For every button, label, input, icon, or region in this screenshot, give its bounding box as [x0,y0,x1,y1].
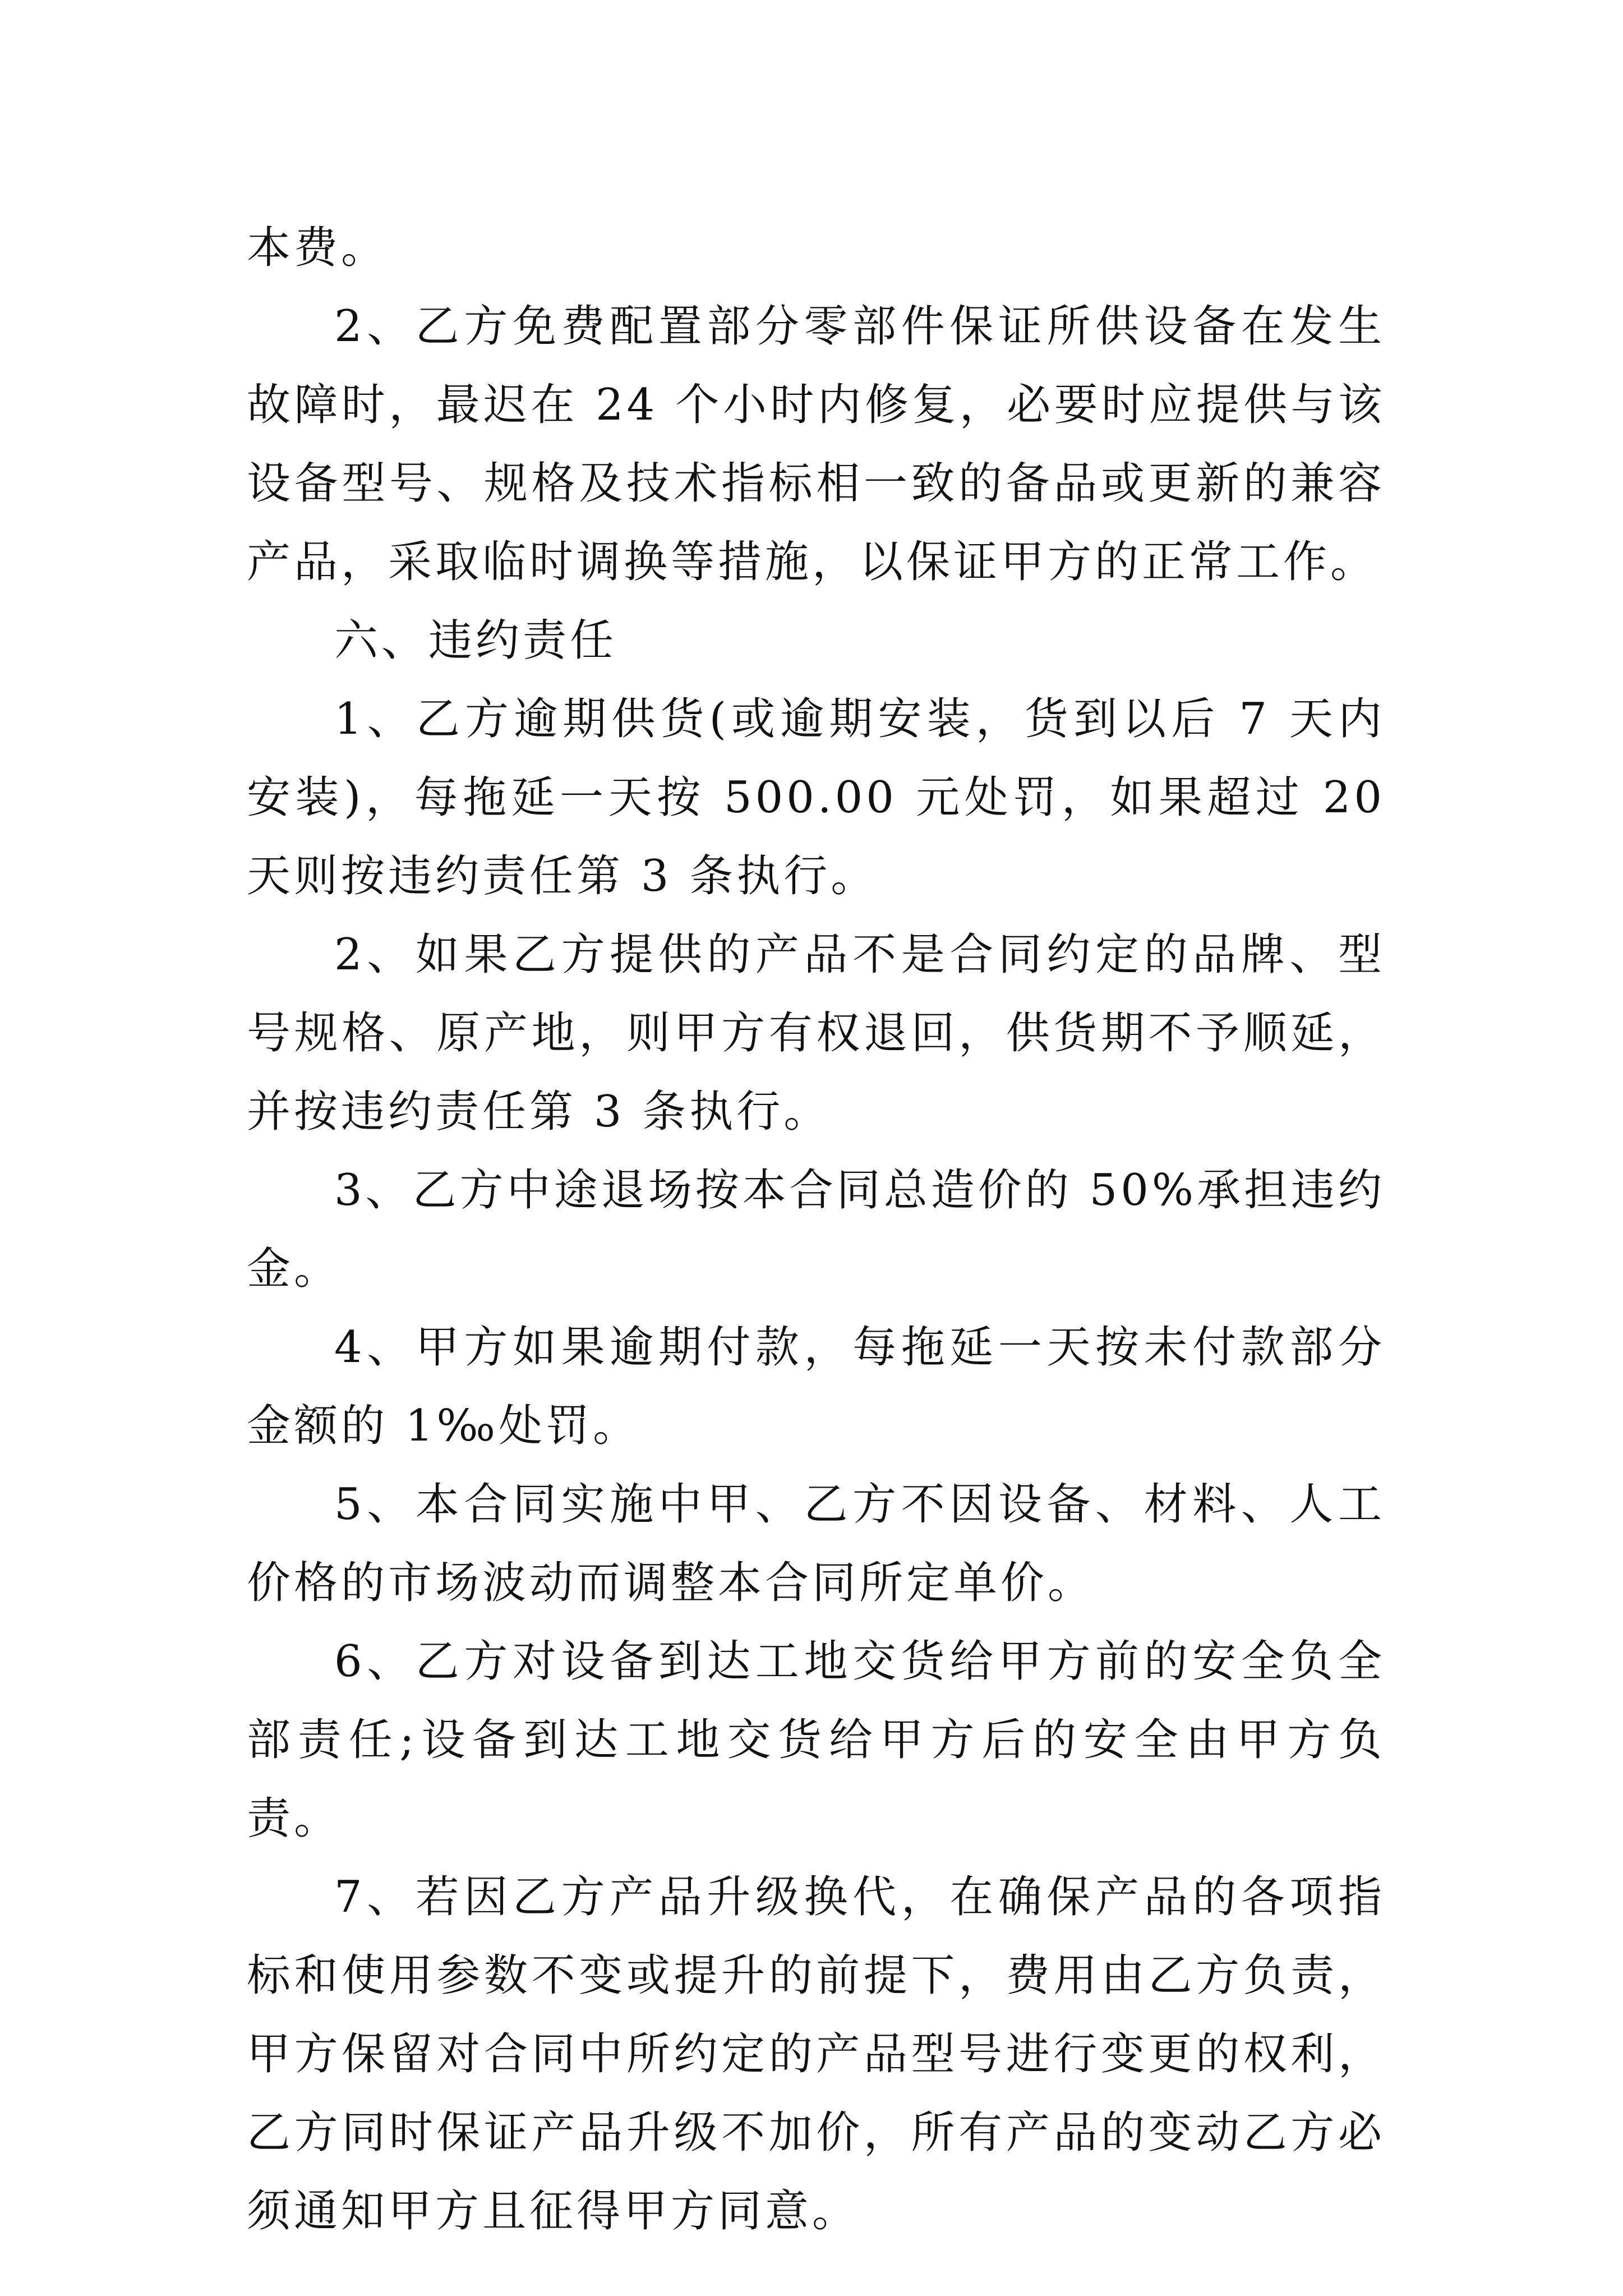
clause-6-4: 4、甲方如果逾期付款，每拖延一天按未付款部分金额的 1‰处罚。 [247,1322,1385,1451]
clause-6-3: 3、乙方中途退场按本合同总造价的 50%承担违约金。 [247,1165,1385,1294]
clause-6-5: 5、本合同实施中甲、乙方不因设备、材料、人工价格的市场波动而调整本合同所定单价。 [247,1479,1385,1608]
clause-6-6: 6、乙方对设备到达工地交货给甲方前的安全负全部责任;设备到达工地交货给甲方后的安全由甲方负责。 [247,1636,1385,1844]
clause-6-1: 1、乙方逾期供货(或逾期安装，货到以后 7 天内安装)，每拖延一天按 500.00 元处罚，如果超过 20 天则按违约责任第 3 条执行。 [247,694,1385,901]
document-body [247,209,1385,2251]
clause-6-2: 2、如果乙方提供的产品不是合同约定的品牌、型号规格、原产地，则甲方有权退回，供货期不予顺延，并按违约责任第 3 条执行。 [247,930,1385,1137]
clause-5-2: 2、乙方免费配置部分零部件保证所供设备在发生故障时，最迟在 24 个小时内修复，必要时应提供与该设备型号、规格及技术指标相一致的备品或更新的兼容产品，采取临时调换等措施，以保证甲方的正常工作。 [247,301,1385,587]
paragraph-continuation: 本费。 [247,223,389,273]
section-heading-breach-liability: 六、违约责任 [334,615,617,666]
clause-6-7: 7、若因乙方产品升级换代，在确保产品的各项指标和使用参数不变或提升的前提下，费用由乙方负责，甲方保留对合同中所约定的产品型号进行变更的权利，乙方同时保证产品升级不加价，所有产品的变动乙方必须通知甲方且征得甲方同意。 [247,1872,1385,2237]
